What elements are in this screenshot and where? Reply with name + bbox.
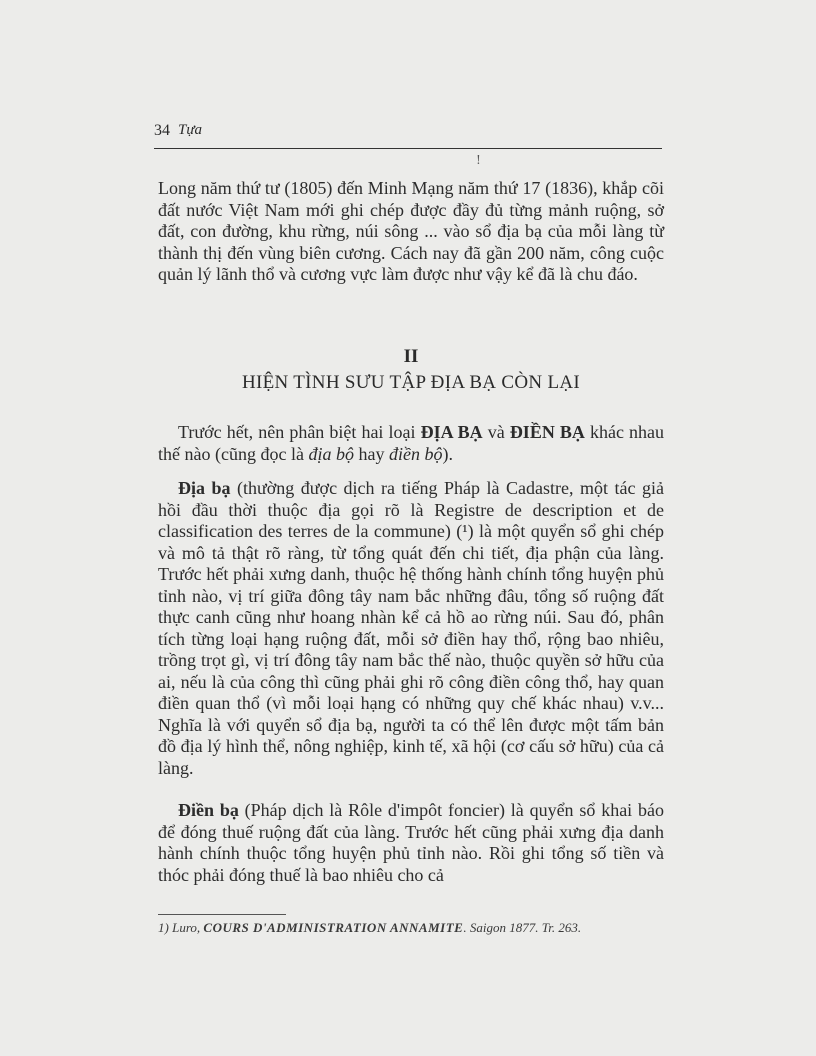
p2-part-d: hay — [353, 443, 389, 464]
p2-part-c: khác nhau thế nào (cũng đọc là — [158, 422, 665, 464]
footnote — [158, 920, 678, 936]
paragraph-3 — [158, 478, 664, 779]
paragraph-1 — [158, 178, 664, 286]
alt-dia-bo: địa bộ — [308, 443, 354, 464]
footnote-rest: . Saigon 1877. Tr. 263. — [463, 920, 582, 935]
running-title: Tựa — [178, 122, 203, 138]
paragraph-3-text — [158, 478, 664, 779]
section-number: II — [403, 346, 419, 367]
footnote-title: COURS D'ADMINISTRATION ANNAMITE — [203, 920, 464, 935]
p4-term: Điền bạ — [178, 800, 239, 820]
paragraph-2 — [158, 422, 664, 465]
page-header — [154, 118, 662, 149]
footnote-marker: 1) — [158, 920, 169, 935]
page-number: 34 — [154, 122, 170, 139]
p2-part-e: ). — [442, 443, 453, 464]
term-dia-ba: ĐỊA BẠ — [420, 422, 483, 442]
paragraph-2-text — [158, 422, 664, 465]
p2-part-b: và — [482, 422, 510, 442]
paragraph-4 — [158, 800, 664, 886]
footnote-rule — [158, 914, 286, 915]
footnote-author: Luro, — [168, 920, 204, 935]
paragraph-4-text — [158, 800, 664, 886]
p3-term: Địa bạ — [178, 478, 231, 498]
section-title: HIỆN TÌNH SƯU TẬP ĐỊA BẠ CÒN LẠI — [241, 372, 581, 393]
alt-dien-bo: điền bộ — [388, 443, 443, 464]
term-dien-ba: ĐIỀN BẠ — [509, 422, 585, 442]
p4-body: (Pháp dịch là Rôle d'impôt foncier) là quyển sổ khai báo để đóng thuế ruộng đất của làng. Trước hết cũng phải xưng địa danh hành chính thuộc tổng huyện phủ tỉnh nào. Rồi ghi tổng số tiền và thóc phải đóng thuế là bao nhiêu cho cả — [158, 800, 664, 885]
p3-body: (thường được dịch ra tiếng Pháp là Cadastre, một tác giả hồi đầu thời thuộc địa gọi rõ là Registre de description et de classification des terres de la commune) (¹) là một quyển sổ ghi chép và mô tả thật rõ ràng, từ tổng quát đến chi tiết, địa phận của làng. Trước hết phải xưng danh, thuộc hệ thống hành chính tổng huyện phủ tỉnh nào, vị trí giữa đông tây nam bắc những đâu, tổng số ruộng đất thực canh cũng như hoang nhàn kể cả hồ ao rừng núi. Sau đó, phân tích từng loại hạng ruộng đất, mỗi sở điền hay thổ, rộng bao nhiêu, trồng trọt gì, vị trí đông tây nam bắc thế nào, thuộc quyền sở hữu của ai, nếu là của công thì cũng phải ghi rõ công điền công thổ, hay quan điền quan thổ (vì mỗi loại hạng có những quy chế khác nhau) v.v... Nghĩa là với quyển sổ địa bạ, người ta có thể lên được một tấm bản đồ địa lý hình thể, nông nghiệp, kinh tế, xã hội (cơ cấu sở hữu) của cả làng. — [158, 478, 664, 778]
p2-part-a: Trước hết, nên phân biệt hai loại — [178, 422, 421, 442]
separator-mark: ! — [476, 153, 481, 167]
paragraph-1-text: Long năm thứ tư (1805) đến Minh Mạng năm thứ 17 (1836), khắp cõi đất nước Việt Nam mới ghi chép được đầy đủ từng mảnh ruộng, sở đất, con đường, khu rừng, núi sông ... vào sổ địa bạ của mỗi làng từ thành thị đến vùng biên cương. Cách nay đã gần 200 năm, công cuộc quản lý lãnh thổ và cương vực làm được như vậy kể đã là chu đáo. — [158, 178, 664, 284]
